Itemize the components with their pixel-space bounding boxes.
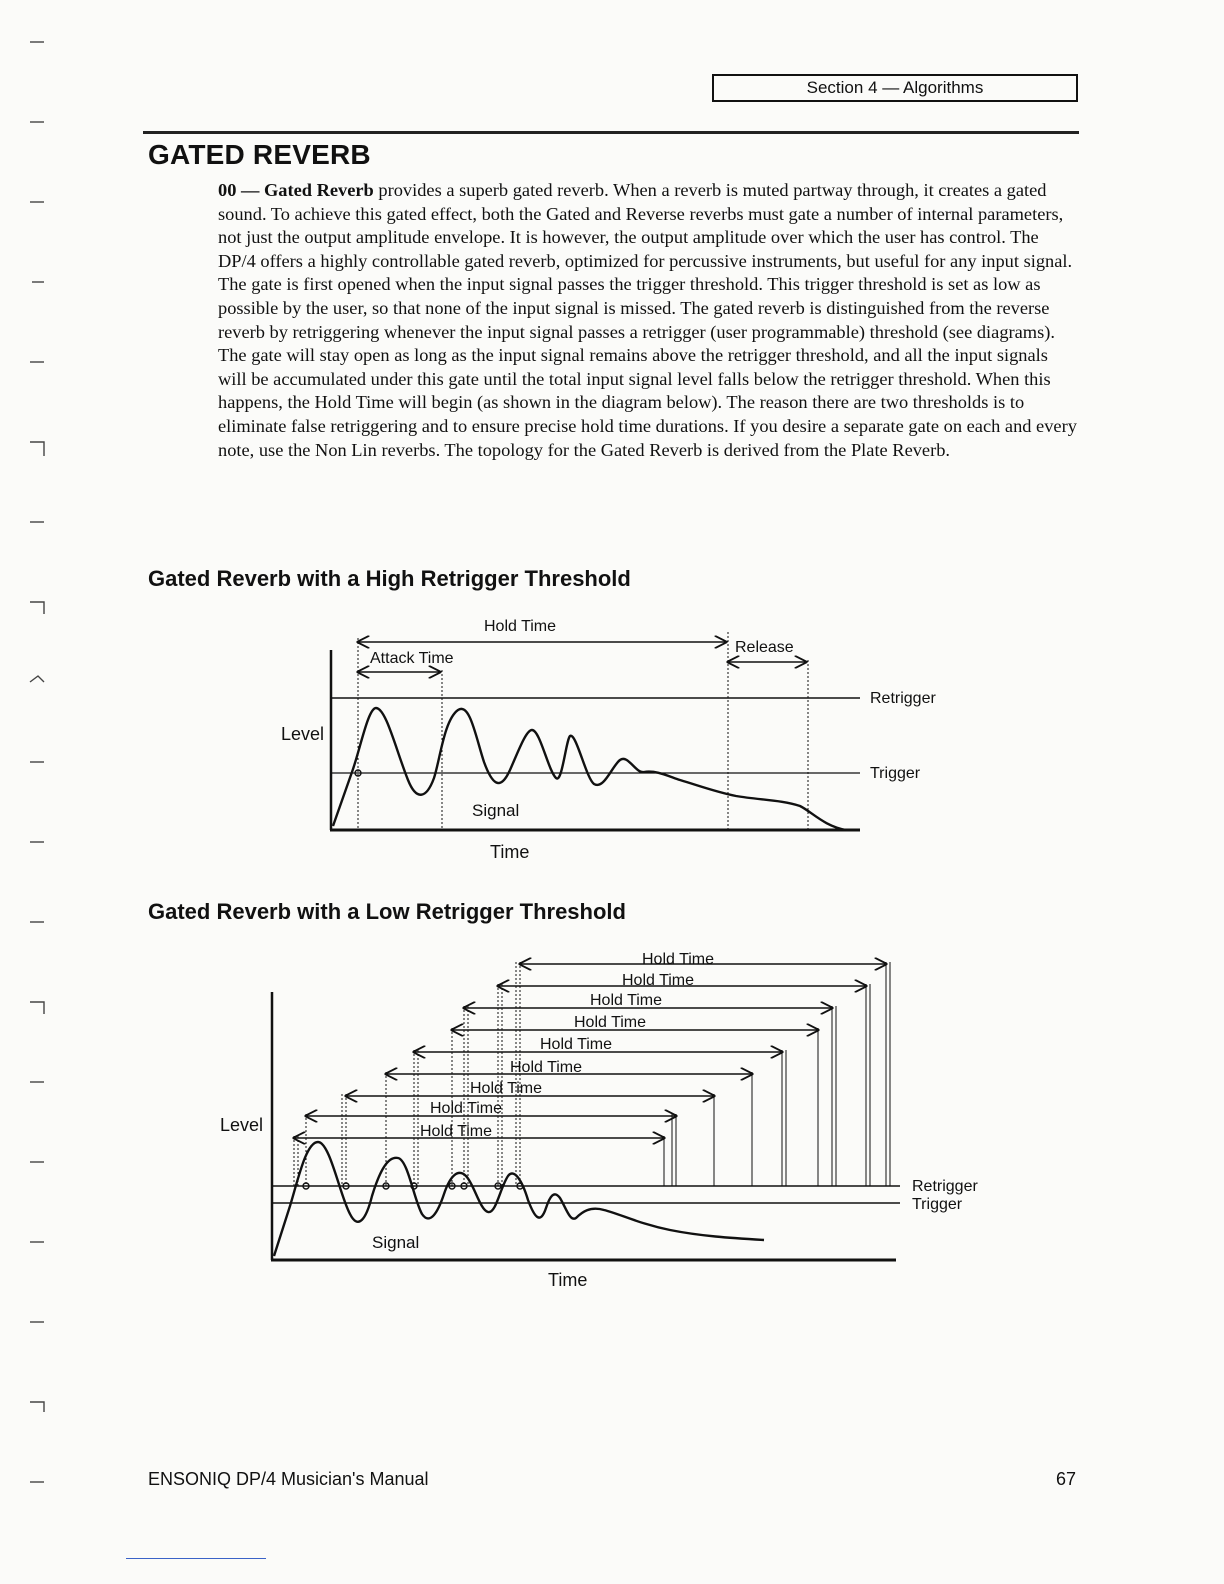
- body-lead: 00 — Gated Reverb: [218, 180, 374, 200]
- margin-marks: [0, 0, 60, 1584]
- d2-hold-label-1: Hold Time: [642, 951, 715, 968]
- section-header: Section 4 — Algorithms: [712, 74, 1078, 102]
- d2-hold-label-8: Hold Time: [430, 1100, 503, 1117]
- d2-hold-label-6: Hold Time: [510, 1059, 583, 1076]
- page-title: GATED REVERB: [148, 139, 371, 170]
- d1-time-label: Time: [490, 842, 530, 862]
- d1-attack-label: Attack Time: [370, 650, 454, 667]
- body-paragraph: [218, 179, 1078, 462]
- footer-manual-title: ENSONIQ DP/4 Musician's Manual: [148, 1469, 429, 1489]
- d1-level-label: Level: [281, 724, 325, 744]
- d2-hold-label-2: Hold Time: [622, 972, 695, 989]
- body-text: provides a superb gated reverb. When a reverb is muted partway through, it creates a gated sound. To achieve this gated effect, both the Gated and Reverse reverbs must gate a number of internal parameters, not just the output amplitude envelope. It is however, the output amplitude over which the user has control. The DP/4 offers a highly controllable gated reverb, optimized for percussive instruments, but useful for any input signal. The gate is first opened when the input signal passes the trigger threshold. This trigger threshold is set as low as possible by the user, so that none of the input signal is missed. The gated reverb is distinguished from the reverse reverb by retriggering whenever the input signal passes a retrigger (user programmable) threshold (see diagrams). The gate will stay open as long as the input signal remains above the retrigger threshold, and all the input signals will be accumulated under this gate until the total input signal level falls below the retrigger threshold. When this happens, the Hold Time will begin (as shown in the diagram below). The reason there are two thresholds is to eliminate false retriggering and to ensure precise hold time durations. If you desire a separate gate on each and every note, use the Non Lin reverbs. The topology for the Gated Reverb is derived from the Plate Reverb.: [218, 180, 1077, 460]
- d1-release-label: Release: [735, 639, 794, 656]
- d1-signal-waveform: [333, 708, 846, 830]
- d2-hold-label-9: Hold Time: [420, 1123, 493, 1140]
- d2-hold-label-3: Hold Time: [590, 992, 663, 1009]
- d2-trigger-label: Trigger: [912, 1196, 963, 1213]
- d2-level-label: Level: [220, 1115, 264, 1135]
- diagram1-heading: Gated Reverb with a High Retrigger Threshold: [148, 566, 631, 591]
- d2-signal-label: Signal: [372, 1233, 420, 1252]
- diagram2-heading: Gated Reverb with a Low Retrigger Threshold: [148, 899, 626, 924]
- header-rule: [143, 131, 1079, 134]
- footer-page-number: 67: [1056, 1469, 1077, 1489]
- d1-signal-label: Signal: [472, 801, 520, 820]
- footer-link-underline: [126, 1558, 266, 1559]
- d2-retrigger-label: Retrigger: [912, 1178, 978, 1195]
- d2-time-label: Time: [548, 1270, 588, 1290]
- d1-hold-label: Hold Time: [484, 618, 557, 635]
- d1-retrigger-label: Retrigger: [870, 690, 936, 707]
- d2-hold-label-5: Hold Time: [540, 1036, 613, 1053]
- d2-hold-label-7: Hold Time: [470, 1080, 543, 1097]
- d2-signal-waveform: [274, 1142, 764, 1256]
- d1-trigger-label: Trigger: [870, 765, 921, 782]
- d2-hold-label-4: Hold Time: [574, 1014, 647, 1031]
